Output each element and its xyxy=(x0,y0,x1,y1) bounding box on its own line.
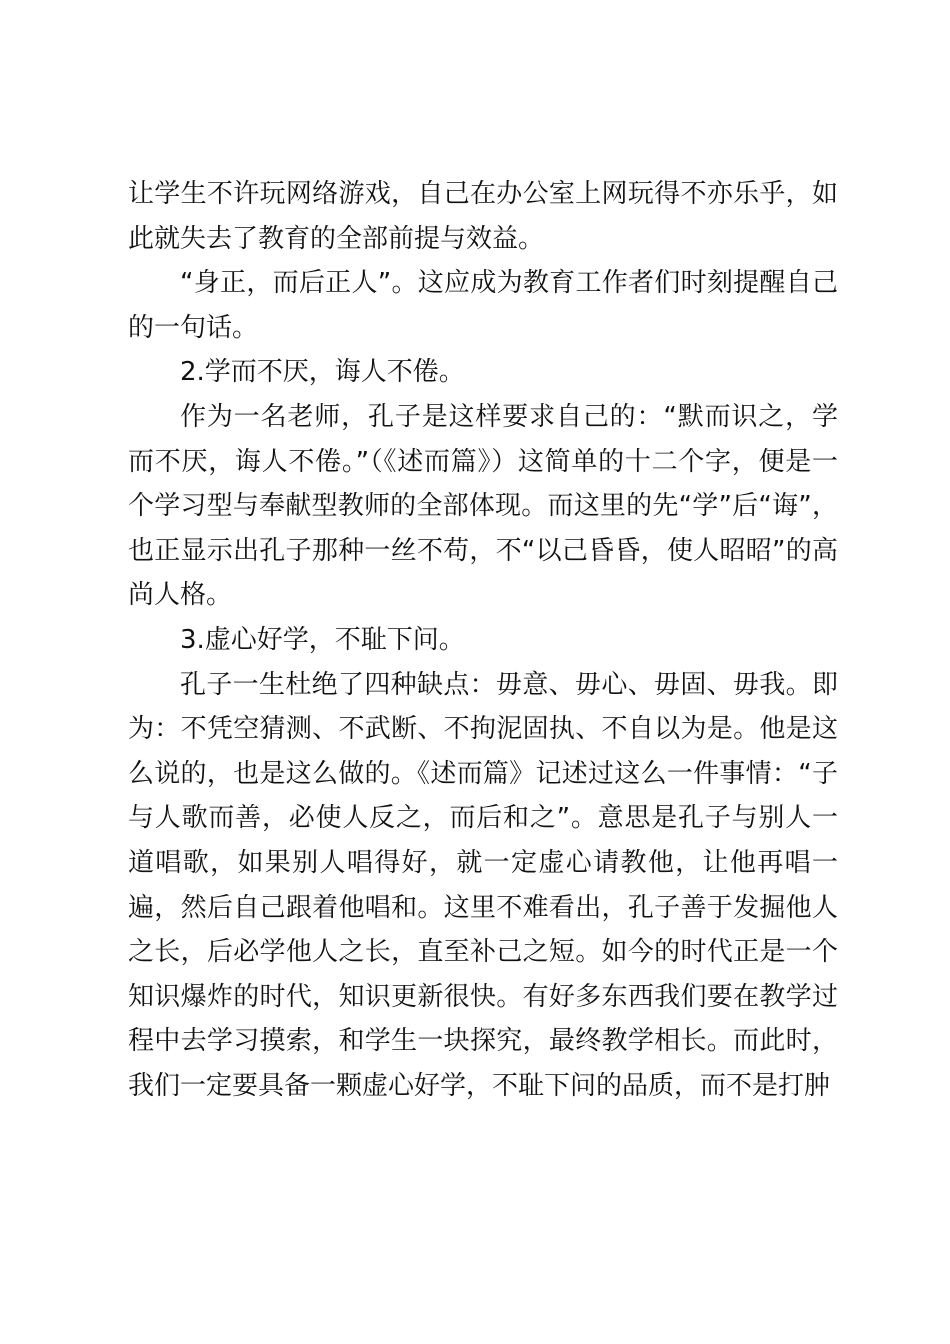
section-heading-3: 3.虚心好学，不耻下问。 xyxy=(180,624,465,655)
paragraph-1: 让学生不许玩网络游戏，自己在办公室上网玩得不亦乐乎，如此就失去了教育的全部前提与效益。 xyxy=(128,179,838,254)
paragraph-3: 作为一名老师，孔子是这样要求自己的：“默而识之，学而不厌，诲人不倦。”（《述而篇》）这简单的十二个字，便是一个学习型与奉献型教师的全部体现。而这里的先“学”后“诲”，也正显示出孔子那种一丝不苟，不“以己昏昏，使人昭昭”的高尚人格。 xyxy=(128,401,838,611)
paragraph-4: 孔子一生杜绝了四种缺点：毋意、毋心、毋固、毋我。即为：不凭空猜测、不武断、不拘泥固执、不自以为是。他是这么说的，也是这么做的。《述而篇》记述过这么一件事情：“子与人歌而善，必使人反之，而后和之”。意思是孔子与别人一道唱歌，如果别人唱得好，就一定虚心请教他，让他再唱一遍，然后自己跟着他唱和。这里不难看出，孔子善于发掘他人之长，后必学他人之长，直至补己之短。如今的时代正是一个知识爆炸的时代，知识更新很快。有好多东西我们要在教学过程中去学习摸索，和学生一块探究，最终教学相长。而此时，我们一定要具备一颗虚心好学，不耻下问的品质，而不是打肿 xyxy=(128,669,838,1101)
section-heading-2: 2.学而不厌，诲人不倦。 xyxy=(180,357,465,388)
paragraph-2: “身正，而后正人”。这应成为教育工作者们时刻提醒自己的一句话。 xyxy=(128,268,838,343)
document-body xyxy=(128,172,838,1108)
